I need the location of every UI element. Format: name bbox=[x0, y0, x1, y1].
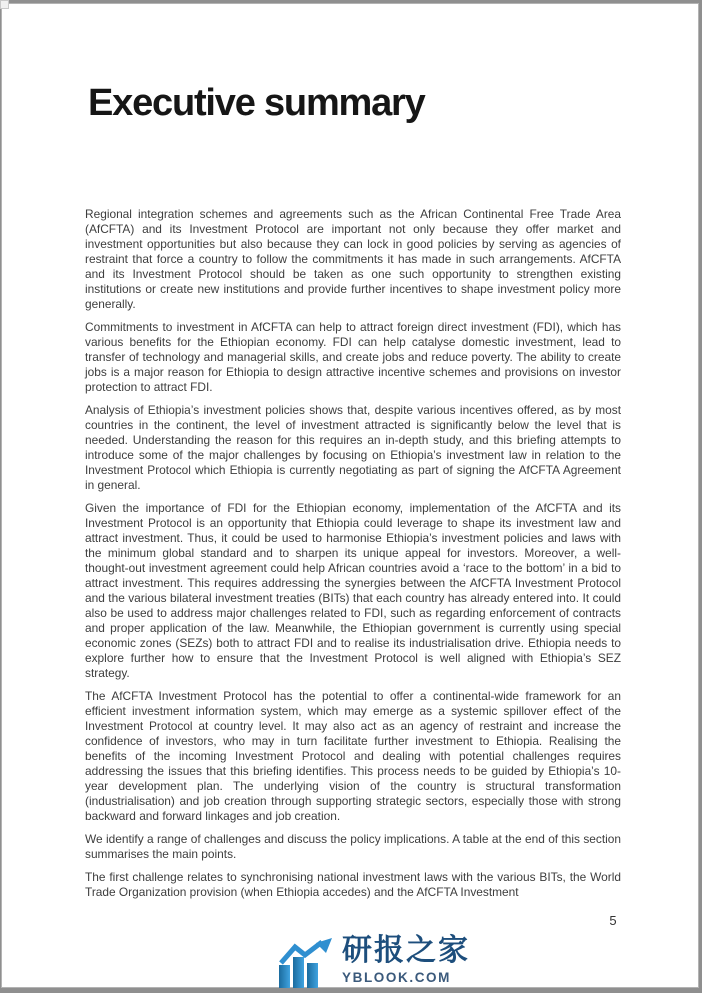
document-page bbox=[1, 3, 699, 988]
page-title: Executive summary bbox=[88, 82, 425, 124]
corner-artifact bbox=[0, 0, 9, 9]
paragraph: The first challenge relates to synchronising national investment laws with the various BITs, the World Trade Organization provision (when Ethiopia accedes) and the AfCFTA Investment bbox=[85, 870, 621, 899]
paragraph: Given the importance of FDI for the Ethiopian economy, implementation of the AfCFTA and its Investment Protocol is an opportunity that Ethiopia could leverage to shape its investment law and attract investment. Thus, it could be used to harmonise Ethiopia’s investment policies and laws with the minimum global standard and to sharpen its unique appeal for investors. Moreover, a well-thought-out investment agreement could help African countries avoid a ‘race to the bottom’ in a bid to attract investment. This requires addressing the synergies between the AfCFTA Investment Protocol and the various bilateral investment treaties (BITs) that each country has already entered into. It could also be used to address major challenges related to FDI, such as regarding enforcement of contracts and proper application of the law. Meanwhile, the Ethiopian government is currently using special economic zones (SEZs) both to attract FDI and to realise its industrialisation drive. Ethiopia needs to explore further how to ensure that the Investment Protocol is well aligned with Ethiopia’s SEZ strategy. bbox=[85, 501, 621, 680]
paragraph: Commitments to investment in AfCFTA can help to attract foreign direct investment (FDI), which has various benefits for the Ethiopian economy. FDI can help catalyse domestic investment, lead to transfer of technology and managerial skills, and create jobs and reduce poverty. The ability to create jobs is a major reason for Ethiopia to design attractive incentive schemes and provisions on investor protection to attract FDI. bbox=[85, 320, 621, 394]
paragraph: We identify a range of challenges and discuss the policy implications. A table at the end of this section summarises the main points. bbox=[85, 832, 621, 861]
bar-chart-uptrend-icon bbox=[278, 934, 334, 993]
watermark-text bbox=[342, 934, 470, 985]
body-text bbox=[85, 207, 621, 908]
watermark-brand-name: 研报之家 bbox=[342, 934, 470, 967]
paragraph: Regional integration schemes and agreements such as the African Continental Free Trade Area (AfCFTA) and its Investment Protocol are important not only because they offer market and investment opportunities but also because they can lock in good policies by serving as agencies of restraint that force a country to follow the commitments it has made in such arrangements. AfCFTA and its Investment Protocol should be taken as one such opportunity to strengthen existing institutions or create new institutions and provide further incentives to shape investment policy more generally. bbox=[85, 207, 621, 311]
watermark-logo bbox=[278, 934, 470, 993]
page-number: 5 bbox=[609, 913, 617, 928]
paragraph: Analysis of Ethiopia’s investment policies shows that, despite various incentives offered, as by most countries in the continent, the level of investment attracted is significantly below the level that is needed. Understanding the reason for this requires an in-depth study, and this briefing attempts to introduce some of the major challenges by focusing on Ethiopia’s investment law in relation to the Investment Protocol which Ethiopia is currently negotiating as part of signing the AfCFTA Agreement in general. bbox=[85, 403, 621, 492]
watermark-domain: YBLOOK.COM bbox=[342, 969, 451, 985]
paragraph: The AfCFTA Investment Protocol has the potential to offer a continental-wide framework for an efficient investment information system, which may emerge as a systemic spillover effect of the Investment Protocol at country level. It may also act as an agency of restraint and increase the confidence of investors, who may in turn facilitate further investment to Ethiopia. Realising the benefits of the incoming Investment Protocol and dealing with potential challenges requires addressing the issues that this briefing identifies. This process needs to be guided by Ethiopia’s 10-year development plan. The underlying vision of the country is structural transformation (industrialisation) and job creation through supporting strategic sectors, especially those with strong backward and forward linkages and job creation. bbox=[85, 689, 621, 823]
